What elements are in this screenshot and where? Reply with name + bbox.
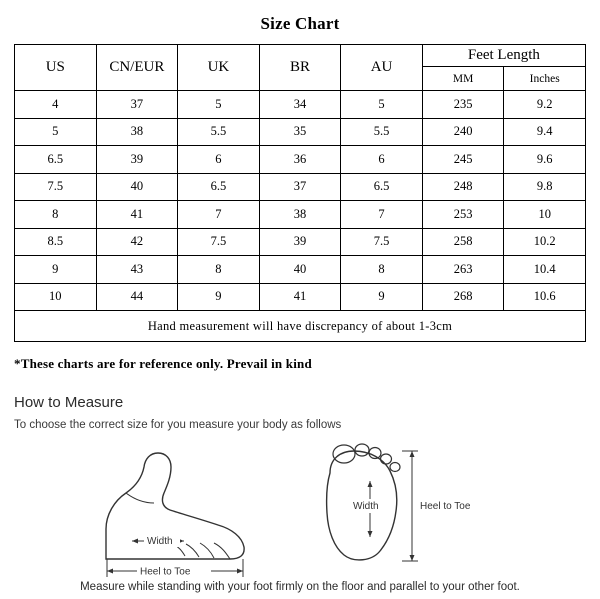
cell-inches: 10.2 <box>504 228 586 256</box>
table-row <box>15 118 586 146</box>
size-chart-table <box>14 44 586 342</box>
cell-uk: 7 <box>178 201 260 229</box>
cell-cn-eur: 43 <box>96 256 178 284</box>
column-header-mm: MM <box>422 67 504 91</box>
cell-cn-eur: 40 <box>96 173 178 201</box>
cell-br: 36 <box>259 146 341 174</box>
cell-br: 34 <box>259 91 341 119</box>
width-arrow-head-left <box>132 539 138 544</box>
heel-toe-arrow-head-right <box>237 569 243 574</box>
cell-mm: 248 <box>422 173 504 201</box>
cell-mm: 263 <box>422 256 504 284</box>
toe-4 <box>381 454 392 464</box>
cell-cn-eur: 38 <box>96 118 178 146</box>
top-foot-figure <box>327 444 471 561</box>
table-row <box>15 256 586 284</box>
cell-mm: 240 <box>422 118 504 146</box>
cell-uk: 8 <box>178 256 260 284</box>
column-header-us: US <box>15 45 97 91</box>
column-header-cn-eur: CN/EUR <box>96 45 178 91</box>
table-row <box>15 146 586 174</box>
cell-br: 41 <box>259 283 341 311</box>
cell-us: 8 <box>15 201 97 229</box>
cell-cn-eur: 41 <box>96 201 178 229</box>
cell-inches: 10.4 <box>504 256 586 284</box>
toe-2 <box>355 444 369 456</box>
cell-cn-eur: 39 <box>96 146 178 174</box>
cell-cn-eur: 37 <box>96 91 178 119</box>
hand-measurement-note: Hand measurement will have discrepancy of about 1-3cm <box>15 311 586 342</box>
cell-cn-eur: 42 <box>96 228 178 256</box>
cell-br: 39 <box>259 228 341 256</box>
cell-mm: 258 <box>422 228 504 256</box>
cell-us: 6.5 <box>15 146 97 174</box>
table-header <box>15 45 586 91</box>
cell-uk: 6 <box>178 146 260 174</box>
cell-us: 7.5 <box>15 173 97 201</box>
top-width-arrow-head-bottom <box>368 531 373 537</box>
toe-5 <box>390 463 400 472</box>
cell-au: 5 <box>341 91 423 119</box>
cell-us: 10 <box>15 283 97 311</box>
toe-line-1 <box>214 543 230 559</box>
cell-inches: 9.4 <box>504 118 586 146</box>
column-header-inches: Inches <box>504 67 586 91</box>
cell-inches: 10 <box>504 201 586 229</box>
foot-diagrams <box>14 437 586 579</box>
table-row <box>15 91 586 119</box>
side-heel-toe-label: Heel to Toe <box>140 566 191 578</box>
cell-au: 9 <box>341 283 423 311</box>
top-heel-toe-arrow-head-bottom <box>410 555 415 561</box>
cell-uk: 6.5 <box>178 173 260 201</box>
side-width-label: Width <box>147 536 173 547</box>
cell-mm: 245 <box>422 146 504 174</box>
top-width-label: Width <box>353 501 379 512</box>
ankle-crease <box>126 493 154 503</box>
page-title: Size Chart <box>260 14 340 33</box>
toe-line-3 <box>186 544 199 557</box>
cell-br: 35 <box>259 118 341 146</box>
table-row <box>15 283 586 311</box>
cell-uk: 7.5 <box>178 228 260 256</box>
cell-mm: 235 <box>422 91 504 119</box>
table-header-row-1 <box>15 45 586 67</box>
table-row <box>15 201 586 229</box>
how-to-measure-subheading: To choose the correct size for you measure your body as follows <box>14 419 342 431</box>
cell-uk: 5 <box>178 91 260 119</box>
cell-cn-eur: 44 <box>96 283 178 311</box>
cell-au: 7.5 <box>341 228 423 256</box>
cell-mm: 268 <box>422 283 504 311</box>
measure-footer-note: Measure while standing with your foot firmly on the floor and parallel to your other foot. <box>80 581 520 593</box>
cell-inches: 9.8 <box>504 173 586 201</box>
column-header-br: BR <box>259 45 341 91</box>
how-to-measure-heading: How to Measure <box>14 394 124 411</box>
cell-au: 6.5 <box>341 173 423 201</box>
cell-au: 8 <box>341 256 423 284</box>
cell-us: 9 <box>15 256 97 284</box>
cell-br: 40 <box>259 256 341 284</box>
column-header-uk: UK <box>178 45 260 91</box>
cell-uk: 5.5 <box>178 118 260 146</box>
side-foot-figure <box>106 453 244 578</box>
measurement-figures <box>14 437 586 577</box>
column-header-au: AU <box>341 45 423 91</box>
big-toe <box>333 445 355 463</box>
cell-inches: 10.6 <box>504 283 586 311</box>
cell-au: 6 <box>341 146 423 174</box>
table-row <box>15 173 586 201</box>
top-heel-toe-label: Heel to Toe <box>420 501 471 512</box>
cell-inches: 9.6 <box>504 146 586 174</box>
heel-toe-arrow-head-left <box>107 569 113 574</box>
cell-au: 7 <box>341 201 423 229</box>
cell-mm: 253 <box>422 201 504 229</box>
cell-us: 8.5 <box>15 228 97 256</box>
reference-note: *These charts are for reference only. Prevail in kind <box>14 356 312 371</box>
table-row <box>15 228 586 256</box>
cell-br: 38 <box>259 201 341 229</box>
table-footer-row <box>15 311 586 342</box>
cell-br: 37 <box>259 173 341 201</box>
cell-us: 4 <box>15 91 97 119</box>
table-body <box>15 91 586 342</box>
cell-au: 5.5 <box>341 118 423 146</box>
column-header-feet-length: Feet Length <box>422 45 585 67</box>
cell-inches: 9.2 <box>504 91 586 119</box>
top-heel-toe-arrow-head-top <box>410 451 415 457</box>
cell-us: 5 <box>15 118 97 146</box>
cell-uk: 9 <box>178 283 260 311</box>
top-width-arrow-head-top <box>368 481 373 487</box>
toe-line-2 <box>200 543 214 558</box>
